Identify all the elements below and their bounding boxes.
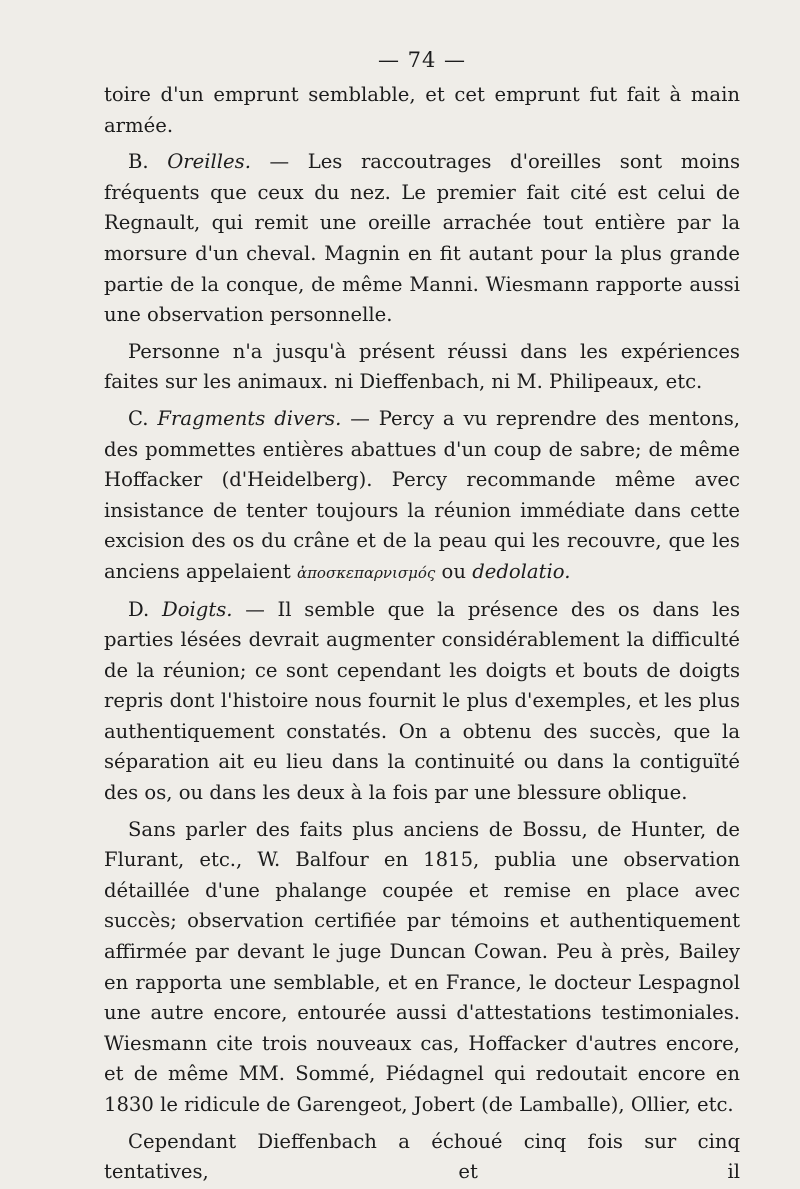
page-number: — 74 — — [377, 48, 467, 72]
paragraph-doigts — [104, 595, 740, 809]
section-label-d: D. — [128, 597, 150, 621]
paragraph-fragments-text: — Percy a vu reprendre des mentons, des pommettes entières abattues d'un coup de sabre; de même Hoffacker (d'Heidelberg). Percy recommande même avec insistance de tenter toujours la réunion immédiate dans cette excision des os du crâne et de la peau qui les recouvre, que les anciens appelaient — [104, 406, 740, 583]
page-content — [104, 48, 740, 1188]
section-label-b: B. — [128, 150, 149, 174]
section-title-fragments: Fragments divers. — [157, 406, 342, 430]
latin-term: dedolatio. — [472, 559, 571, 583]
paragraph-dieffenbach: Cependant Dieffenbach a échoué cinq fois sur cinq tentatives, et il — [104, 1129, 740, 1184]
paragraph-balfour: Sans parler des faits plus anciens de Bossu, de Hunter, de Flurant, etc., W. Balfour en 1815, publia une observation détaillée d'une phalange coupée et remise en place avec succès; observation certifiée par témoins et authentiquement affirmée par devant le juge Duncan Cowan. Peu à près, Bailey en rapporta une semblable, et en France, le docteur Lespagnol une autre encore, entourée aussi d'attestations testimoniales. Wiesmann cite trois nouveaux cas, Hoffacker d'autres encore, et de même MM. Sommé, Piédagnel qui redoutait encore en 1830 le ridicule de Garengeot, Jobert (de Lamballe), Ollier, etc. — [104, 817, 740, 1116]
page-bottom-margin — [0, 1165, 800, 1189]
section-label-c: C. — [128, 406, 149, 430]
paragraph-animaux: Personne n'a jusqu'à présent réussi dans les expériences faites sur les animaux. ni Dieffenbach, ni M. Philipeaux, etc. — [104, 339, 740, 394]
paragraph-doigts-text: — Il semble que la présence des os dans les parties lésées devrait augmenter considérablement la difficulté de la réunion; ce sont cependant les doigts et bouts de doigts repris dont l'histoire nous fournit le plus d'exemples, et les plus authentiquement constatés. On a obtenu des succès, que la séparation ait eu lieu dans la continuité ou dans la contiguïté des os, ou dans les deux à la fois par une blessure oblique. — [104, 597, 740, 805]
section-title-oreilles: Oreilles. — [167, 150, 251, 174]
conjunction-ou: ou — [435, 559, 473, 583]
paragraph-oreilles — [104, 147, 740, 331]
paragraph-continuation: toire d'un emprunt semblable, et cet emprunt fut fait à main armée. — [104, 83, 740, 137]
paragraph-oreilles-text: — Les raccoutrages d'oreilles sont moins fréquents que ceux du nez. Le premier fait cité est celui de Regnault, qui remit une oreille arrachée tout entière par la morsure d'un cheval. Magnin en fit autant pour la plus grande partie de la conque, de même Manni. Wiesmann rapporte aussi une observation personnelle. — [104, 150, 741, 327]
greek-term: ἀποσκεπαρνισμός — [296, 563, 436, 582]
section-title-doigts: Doigts. — [162, 597, 233, 621]
paragraph-fragments — [104, 404, 740, 589]
